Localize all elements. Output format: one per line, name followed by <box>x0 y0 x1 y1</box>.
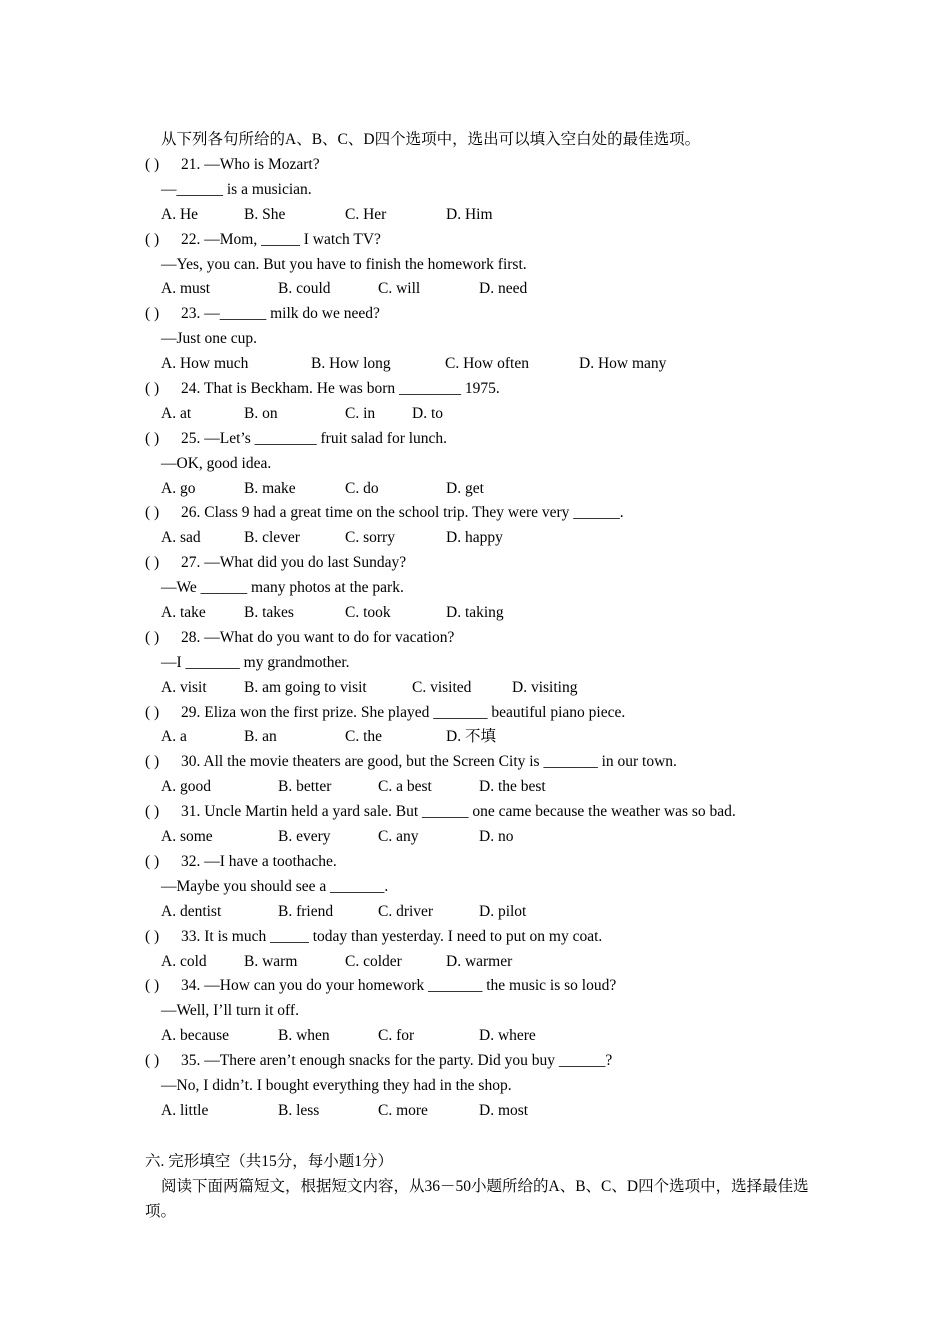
answer-blank[interactable]: ( ) <box>145 380 160 398</box>
answer-blank[interactable]: ( ) <box>145 230 160 248</box>
option-a[interactable]: A. take <box>161 604 206 622</box>
section-description: 阅读下面两篇短文，根据短文内容，从36－50小题所给的A、B、C、D四个选项中，选择最佳选项。 <box>145 1178 809 1220</box>
answer-blank[interactable]: ( ) <box>145 504 160 522</box>
option-b[interactable]: B. takes <box>244 604 294 622</box>
dialogue-reply: —No, I didn’t. I bought everything they had in the shop. <box>161 1076 512 1094</box>
question-number: 34. <box>181 977 201 995</box>
dialogue-reply: —I _______ my grandmother. <box>161 653 350 671</box>
question-number: 21. <box>181 156 201 173</box>
option-row <box>145 477 825 502</box>
option-d[interactable]: D. warmer <box>446 952 513 970</box>
answer-blank[interactable]: ( ) <box>145 1052 160 1070</box>
option-a[interactable]: A. go <box>161 479 196 497</box>
answer-blank[interactable]: ( ) <box>145 305 160 323</box>
question-number: 31. <box>181 803 201 821</box>
option-a[interactable]: A. cold <box>161 952 207 970</box>
question-list <box>145 153 825 1124</box>
option-d[interactable]: D. to <box>412 404 443 422</box>
option-a[interactable]: A. at <box>161 404 192 422</box>
question-number: 35. <box>181 1052 201 1070</box>
option-b[interactable]: B. could <box>278 280 331 298</box>
question-26 <box>145 501 825 526</box>
question-number: 33. <box>181 927 201 945</box>
option-a[interactable]: A. some <box>161 828 213 846</box>
question-25 <box>145 427 825 452</box>
option-d[interactable]: D. get <box>446 479 484 497</box>
question-23 <box>145 302 825 327</box>
answer-blank[interactable]: ( ) <box>145 628 160 646</box>
dialogue-reply: —OK, good idea. <box>161 454 272 472</box>
option-d[interactable]: D. no <box>479 828 514 846</box>
question-29 <box>145 701 825 726</box>
option-c[interactable]: C. in <box>345 404 376 422</box>
question-22 <box>145 228 825 253</box>
option-row <box>145 1099 825 1124</box>
option-b[interactable]: B. less <box>278 1101 320 1119</box>
option-c[interactable]: C. took <box>345 604 391 622</box>
option-c[interactable]: C. more <box>378 1101 428 1119</box>
answer-blank[interactable]: ( ) <box>145 429 160 447</box>
option-row <box>145 277 825 302</box>
option-row <box>145 725 825 750</box>
answer-blank[interactable]: ( ) <box>145 927 160 945</box>
question-number: 23. <box>181 305 201 323</box>
question-text: Uncle Martin held a yard sale. But ______ one came because the weather was so bad. <box>204 803 736 821</box>
option-d[interactable]: D. most <box>479 1101 529 1119</box>
question-33 <box>145 925 825 950</box>
question-24 <box>145 377 825 402</box>
option-c[interactable]: C. a best <box>378 778 432 796</box>
question-number: 22. <box>181 230 201 248</box>
option-a[interactable]: A. good <box>161 778 211 796</box>
option-d[interactable]: D. happy <box>446 529 503 547</box>
question-text: —Let’s ________ fruit salad for lunch. <box>204 429 448 447</box>
dialogue-reply: —Well, I’ll turn it off. <box>161 1002 299 1020</box>
option-d[interactable]: D. Him <box>446 205 493 223</box>
question-34 <box>145 974 825 999</box>
option-b[interactable]: B. She <box>244 205 286 223</box>
question-27 <box>145 551 825 576</box>
option-row <box>145 900 825 925</box>
option-c[interactable]: C. any <box>378 828 419 846</box>
option-row <box>145 825 825 850</box>
option-a[interactable]: A. because <box>161 1027 229 1045</box>
option-c[interactable]: C. sorry <box>345 529 395 547</box>
option-row <box>145 676 825 701</box>
dialogue-reply: —Just one cup. <box>161 330 258 348</box>
option-b[interactable]: B. warm <box>244 952 298 970</box>
option-a[interactable]: A. dentist <box>161 902 222 920</box>
option-row <box>145 402 825 427</box>
question-text: —How can you do your homework _______ the music is so loud? <box>204 977 617 995</box>
question-number: 26. <box>181 504 201 522</box>
question-35 <box>145 1049 825 1074</box>
option-a[interactable]: A. sad <box>161 529 201 547</box>
option-a[interactable]: A. He <box>161 205 199 223</box>
option-a[interactable]: A. How much <box>161 355 249 373</box>
dialogue-reply: —Yes, you can. But you have to finish the homework first. <box>161 255 527 273</box>
answer-blank[interactable]: ( ) <box>145 156 160 173</box>
option-c[interactable]: C. the <box>345 728 383 746</box>
question-text: It is much _____ today than yesterday. I need to put on my coat. <box>204 927 603 945</box>
option-c[interactable]: C. driver <box>378 902 434 920</box>
option-a[interactable]: A. a <box>161 728 187 746</box>
question-text: —What do you want to do for vacation? <box>204 628 455 646</box>
option-b[interactable]: B. on <box>244 404 278 422</box>
question-number: 30. <box>181 753 201 771</box>
question-number: 28. <box>181 628 201 646</box>
dialogue-reply: —We ______ many photos at the park. <box>161 579 404 597</box>
option-c[interactable]: C. for <box>378 1027 415 1045</box>
cloze-section <box>145 1149 825 1224</box>
option-row <box>145 1024 825 1049</box>
option-d[interactable]: D. 不填 <box>446 728 496 746</box>
option-b[interactable]: B. every <box>278 828 331 846</box>
question-number: 29. <box>181 703 201 721</box>
question-text: —I have a toothache. <box>204 852 337 870</box>
option-d[interactable]: D. where <box>479 1027 536 1045</box>
instruction-text: 从下列各句所给的A、B、C、D四个选项中，选出可以填入空白处的最佳选项。 <box>161 131 701 148</box>
option-b[interactable]: B. clever <box>244 529 300 547</box>
option-d[interactable]: D. the best <box>479 778 546 796</box>
option-row <box>145 203 825 228</box>
option-c[interactable]: C. How often <box>445 355 529 373</box>
option-row <box>145 950 825 975</box>
section-heading: 六. 完形填空（共15分，每小题1分） <box>145 1153 394 1170</box>
option-row <box>145 352 825 377</box>
question-number: 25. <box>181 429 201 447</box>
question-30 <box>145 750 825 775</box>
question-text: —What did you do last Sunday? <box>204 554 407 572</box>
option-b[interactable]: B. an <box>244 728 277 746</box>
question-text: —Mom, _____ I watch TV? <box>204 230 381 248</box>
option-c[interactable]: C. will <box>378 280 421 298</box>
question-text: All the movie theaters are good, but the Screen City is _______ in our town. <box>203 753 677 771</box>
answer-blank[interactable]: ( ) <box>145 852 160 870</box>
option-d[interactable]: D. visiting <box>512 678 578 696</box>
question-text: —There aren’t enough snacks for the party. Did you buy ______? <box>204 1052 613 1070</box>
question-32 <box>145 850 825 875</box>
option-b[interactable]: B. make <box>244 479 296 497</box>
answer-blank[interactable]: ( ) <box>145 803 160 821</box>
option-b[interactable]: B. friend <box>278 902 334 920</box>
question-number: 24. <box>181 380 201 398</box>
question-text: —______ milk do we need? <box>204 305 380 323</box>
option-row <box>145 601 825 626</box>
question-text: Class 9 had a great time on the school trip. They were very ______. <box>204 504 624 522</box>
option-a[interactable]: A. visit <box>161 678 207 696</box>
question-text: Eliza won the first prize. She played _______ beautiful piano piece. <box>204 703 626 721</box>
question-28 <box>145 626 825 651</box>
option-d[interactable]: D. How many <box>579 355 667 373</box>
answer-blank[interactable]: ( ) <box>145 554 160 572</box>
dialogue-reply: —______ is a musician. <box>161 180 312 198</box>
option-d[interactable]: D. need <box>479 280 528 298</box>
question-text: —Who is Mozart? <box>204 156 320 173</box>
option-b[interactable]: B. when <box>278 1027 330 1045</box>
option-d[interactable]: D. pilot <box>479 902 527 920</box>
option-c[interactable]: C. Her <box>345 205 387 223</box>
option-c[interactable]: C. colder <box>345 952 402 970</box>
option-b[interactable]: B. better <box>278 778 332 796</box>
option-d[interactable]: D. taking <box>446 604 504 622</box>
question-21 <box>145 153 825 178</box>
question-text: That is Beckham. He was born ________ 1975. <box>203 380 500 398</box>
answer-blank[interactable]: ( ) <box>145 753 160 771</box>
option-row <box>145 775 825 800</box>
answer-blank[interactable]: ( ) <box>145 703 160 721</box>
option-a[interactable]: A. little <box>161 1101 209 1119</box>
option-c[interactable]: C. visited <box>412 678 472 696</box>
question-31 <box>145 800 825 825</box>
option-a[interactable]: A. must <box>161 280 211 298</box>
option-b[interactable]: B. How long <box>311 355 391 373</box>
question-number: 27. <box>181 554 201 572</box>
option-row <box>145 526 825 551</box>
answer-blank[interactable]: ( ) <box>145 977 160 995</box>
option-c[interactable]: C. do <box>345 479 379 497</box>
dialogue-reply: —Maybe you should see a _______. <box>161 877 389 895</box>
option-b[interactable]: B. am going to visit <box>244 678 367 696</box>
question-number: 32. <box>181 852 201 870</box>
